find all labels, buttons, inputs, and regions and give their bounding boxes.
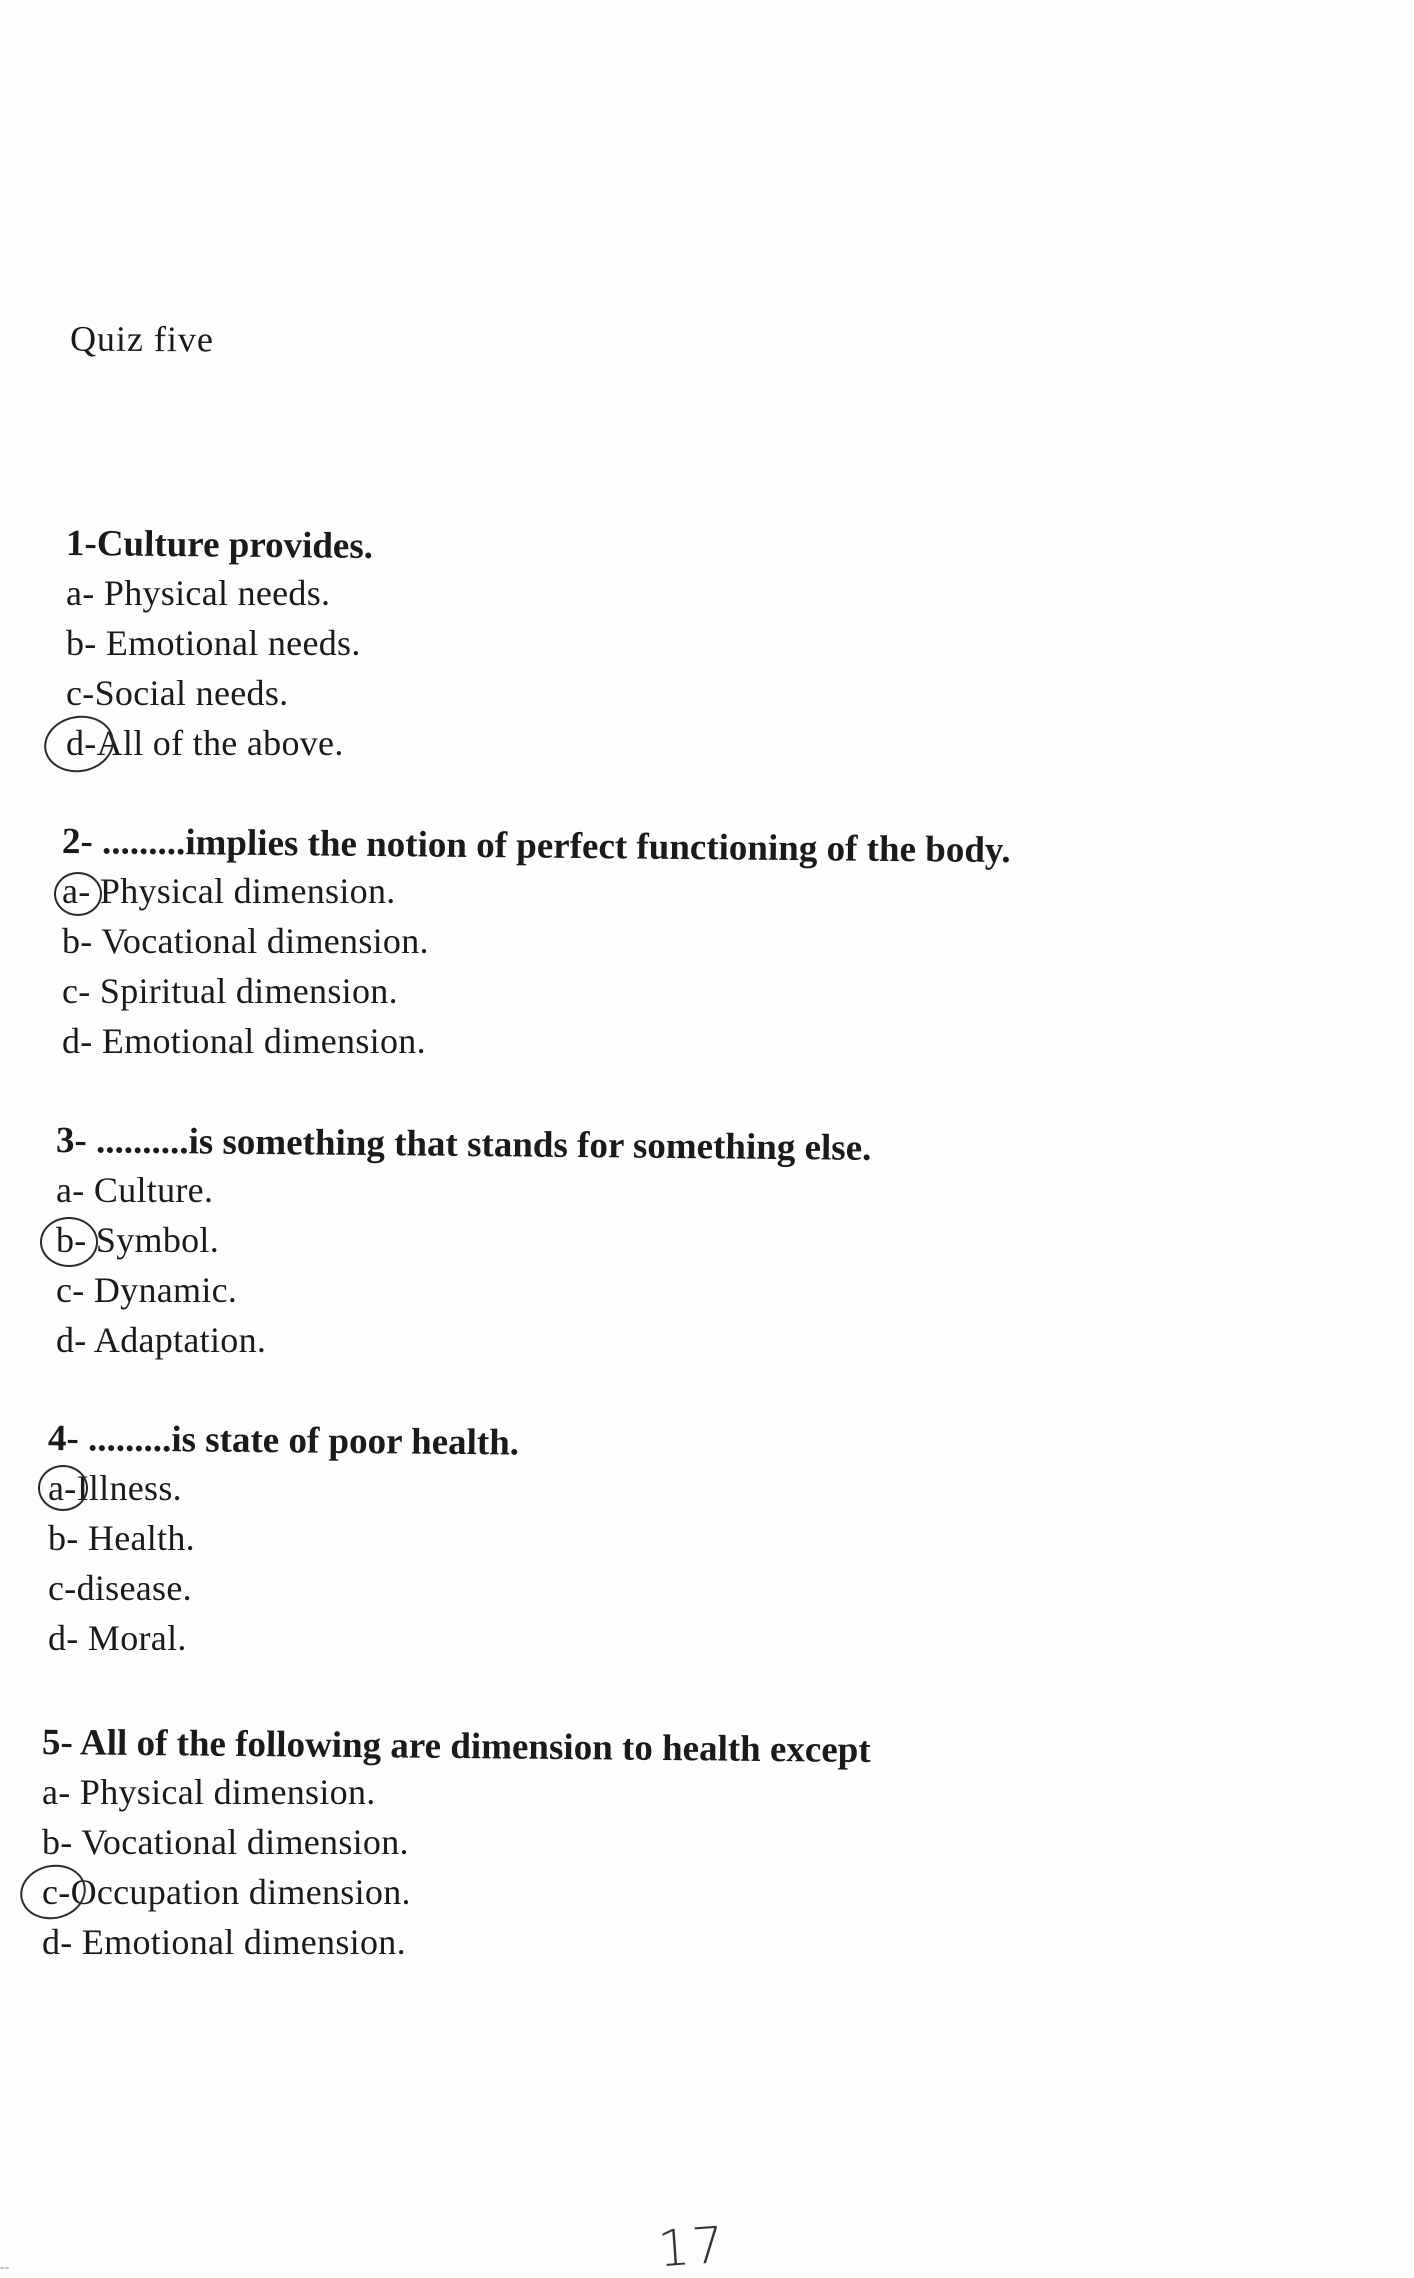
option-letter: a- (66, 573, 95, 613)
option-text: Occupation dimension. (70, 1872, 411, 1912)
option-d (48, 1613, 1298, 1663)
option-text: Illness. (76, 1468, 182, 1508)
option-letter: d- (48, 1618, 79, 1658)
option-a (42, 1767, 1292, 1817)
option-text: Social needs. (94, 673, 289, 713)
option-letter: c- (48, 1568, 77, 1608)
question-4 (48, 1415, 1298, 1663)
question-2 (62, 818, 1312, 1066)
option-text: Adaptation. (86, 1320, 267, 1360)
option-d (62, 1016, 1312, 1066)
option-a (62, 866, 1312, 916)
option-text: Vocational dimension. (72, 1822, 409, 1862)
option-c (48, 1563, 1298, 1613)
option-list (62, 866, 1312, 1066)
option-d (56, 1315, 1306, 1365)
option-text: Dynamic. (84, 1270, 238, 1310)
option-text: Health. (78, 1518, 195, 1558)
option-text: Moral. (78, 1618, 187, 1658)
question-stem: 2- .........implies the notion of perfect functioning of the body. (61, 821, 1011, 872)
option-d (42, 1917, 1292, 1967)
handwritten-page-number: 17 (656, 2215, 728, 2278)
option-letter: b- (48, 1518, 79, 1558)
option-a (66, 568, 1316, 618)
option-text: Physical dimension. (70, 1772, 376, 1812)
option-text: Symbol. (86, 1220, 220, 1260)
option-letter: a- (42, 1772, 71, 1812)
option-letter: a- (56, 1170, 85, 1210)
option-b (66, 618, 1316, 668)
option-letter: d- (42, 1922, 73, 1962)
option-b (42, 1817, 1292, 1867)
option-letter: c- (56, 1270, 85, 1310)
option-letter: b- (42, 1822, 73, 1862)
option-b (48, 1513, 1298, 1563)
option-list (56, 1165, 1306, 1365)
option-text: All of the above. (96, 723, 344, 763)
option-b (62, 916, 1312, 966)
option-c (56, 1265, 1306, 1315)
question-1 (66, 520, 1316, 768)
option-text: disease. (76, 1568, 192, 1608)
option-letter: a- (48, 1468, 77, 1508)
option-b (56, 1215, 1306, 1265)
option-letter: d- (62, 1021, 93, 1061)
option-list (48, 1463, 1298, 1663)
quiz-title: Quiz five (69, 318, 215, 360)
option-text: Emotional dimension. (92, 1021, 426, 1061)
question-5 (42, 1719, 1292, 1967)
option-a (56, 1165, 1306, 1215)
option-text: Vocational dimension. (92, 921, 429, 961)
option-a (48, 1463, 1298, 1513)
option-d (66, 718, 1316, 768)
question-3 (56, 1117, 1306, 1365)
option-text: Spiritual dimension. (90, 971, 398, 1011)
option-letter: d- (56, 1320, 87, 1360)
option-letter: b- (56, 1220, 87, 1260)
option-c (66, 668, 1316, 718)
question-stem: 4- .........is state of poor health. (47, 1418, 520, 1464)
edge-mark: -- (0, 2260, 10, 2275)
option-list (42, 1767, 1292, 1967)
option-letter: b- (66, 623, 97, 663)
option-letter: a- (62, 871, 91, 911)
option-letter: d- (66, 723, 97, 763)
option-letter: c- (66, 673, 95, 713)
question-stem: 5- All of the following are dimension to health except (41, 1722, 871, 1771)
option-text: Emotional needs. (96, 623, 361, 663)
option-text: Physical dimension. (90, 871, 396, 911)
question-stem: 1-Culture provides. (65, 523, 374, 567)
option-letter: b- (62, 921, 93, 961)
option-letter: c- (42, 1872, 71, 1912)
option-c (62, 966, 1312, 1016)
option-list (66, 568, 1316, 768)
option-letter: c- (62, 971, 91, 1011)
question-stem: 3- ..........is something that stands for something else. (55, 1120, 872, 1169)
option-text: Emotional dimension. (72, 1922, 406, 1962)
option-text: Physical needs. (94, 573, 331, 613)
option-c (42, 1867, 1292, 1917)
option-text: Culture. (84, 1170, 214, 1210)
